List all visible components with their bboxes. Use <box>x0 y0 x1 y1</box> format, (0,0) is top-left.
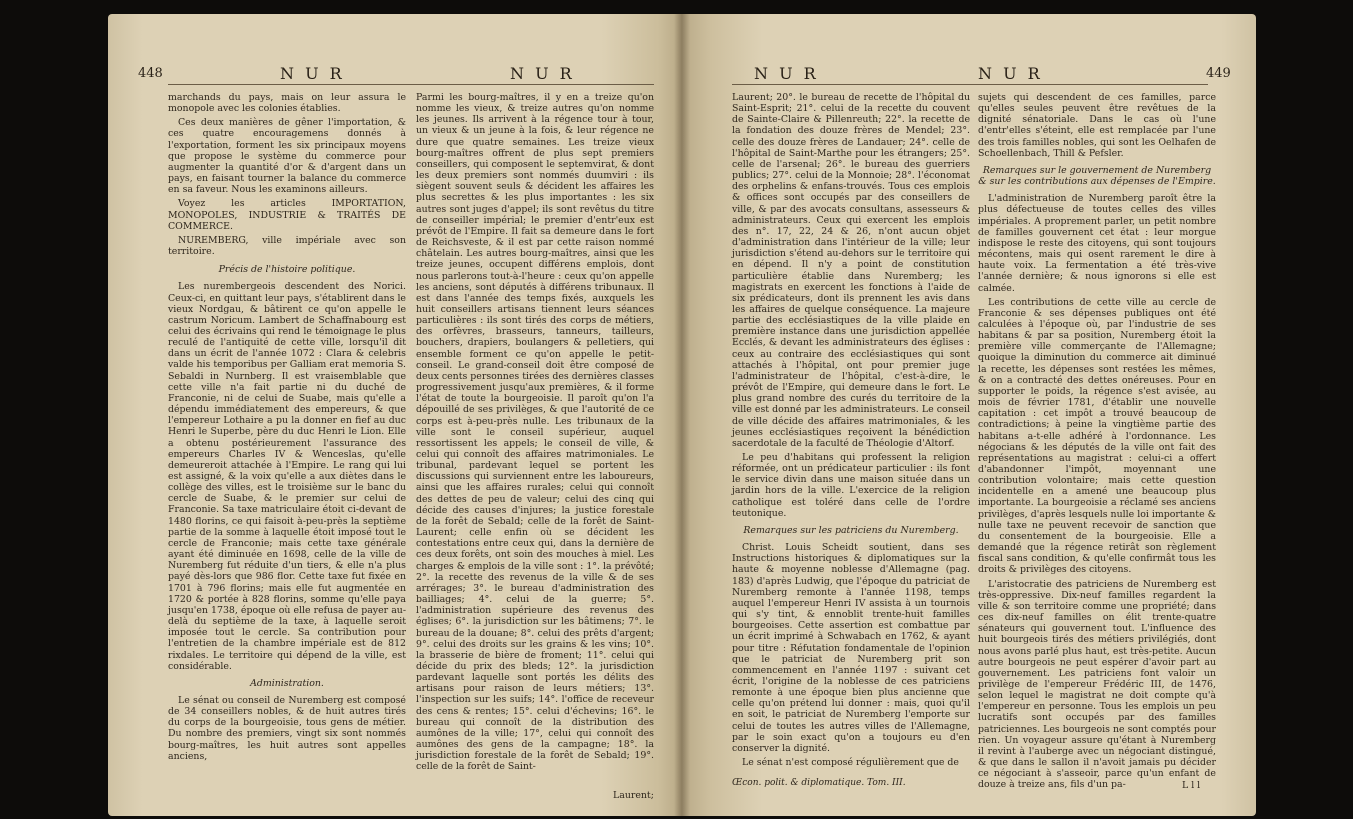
right-page <box>682 14 1256 816</box>
paragraph: Christ. Louis Scheidt soutient, dans ses Instructions historiques & diplomatiques sur la haute & moyenne noblesse d'Allemagne (pag. 183) d'après Ludwig, que l'époque du patriciat de Nuremberg remonte à l'année 1198, temps auquel l'empereur Henri IV assista à un tournois qui s'y tint, & ennoblit trente-huit familles bourgeoises. Cette assertion est combattue par un écrit imprimé à Schwabach en 1762, & ayant pour titre : Réfutation fondamentale de l'opinion que le patriciat de Nuremberg prit son commencement en l'année 1197 : suivant cet écrit, l'origine de la noblesse de ces patriciens remonte à une époque bien plus ancienne que celle qu'on prétend lui donner : mais, quoi qu'il en soit, le patriciat de Nuremberg l'emporte sur celui de toutes les autres villes de l'Allemagne, par le soin exact qu'on a toujours eu d'en conserver la dignité. <box>732 542 970 754</box>
section-heading: Remarques sur les patriciens du Nuremberg. <box>743 524 959 536</box>
section-heading: Administration. <box>250 677 324 689</box>
paragraph: L'aristocratie des patriciens de Nuremberg est très-oppressive. Dix-neuf familles regardent la ville & son territoire comme une propriété; dans ces dix-neuf familles on élit trente-quatre sénateurs qui gouvernent tout. L'influence des huit bourgeois tirés des métiers privilégiés, dont nous avons parlé plus haut, est très-petite. Aucun autre bourgeois ne peut espérer d'avoir part au gouvernement. Les patriciens font valoir un privilège de l'empereur Frédéric III, de 1476, selon lequel le magistrat ne doit compte qu'à l'empereur en personne. Tous les emplois un peu lucratifs sont occupés par des familles patriciennes. Les bourgeois ne sont comptés pour rien. Un voyageur assure qu'étant à Nuremberg il revint à l'auberge avec un négociant distingué, & que dans le sallon il n'avoit jamais pu décider ce négociant à s'asseoir, parce qu'un enfant de douze à treize ans, fils d'un pa- <box>978 578 1216 791</box>
entry-heading: NUREMBERG, ville impériale avec son territoire. <box>168 234 406 258</box>
signature-mark: L l l <box>1182 780 1201 791</box>
paragraph: Parmi les bourg-maîtres, il y en a treize qu'on nomme les vieux, & treize autres qu'on nomme les jeunes. Ils arrivent à la régence tour à tour, un vieux & un jeune à la fois, & leur régence ne dure que quatre semaines. Les treize vieux bourg-maîtres offrent de plus sept premiers conseillers, qui composent le septemvirat, & dont les deux premiers sont nommés duumviri : ils siègent souvent seuls & décident les affaires les plus secrettes & les plus importantes : les six autres sont juges d'appel; ils sont revêtus du titre de conseiller impérial; le premier d'entr'eux est prévôt de l'Empire. Il fait sa demeure dans le fort de Reichsveste, & il est par cette raison nommé châtelain. Les autres bourg-maîtres, ainsi que les treize jeunes, occupent différens emplois, dont nous parlerons tout-à-l'heure : ceux qu'on appelle les anciens, sont députés à différens tribunaux. Il est dans l'année des temps fixés, auxquels les huit conseillers artisans tiennent leurs séances particulières : ils sont tirés des corps de métiers, des orfèvres, brasseurs, tanneurs, tailleurs, bouchers, drapiers, boulangers & pelletiers, qui ensemble forment ce qu'on appelle le petit-conseil. Le grand-conseil doit être composé de deux cents personnes tirées des dernières classes progressivement jusqu'aux premières, & il forme l'état de toute la bourgeoisie. Il paroît qu'on l'a dépouillé de ses privilèges, & que l'autorité de ce corps est à-peu-près nulle. Les tribunaux de la ville sont le conseil supérieur, auquel ressortissent les appels; le conseil de ville, & celui qui connoît des affaires matrimoniales. Le tribunal, pardevant lequel se portent les discussions qui surviennent entre les laboureurs, ainsi que les affaires rurales; celui qui connoît des dettes de peu de valeur; celui des cinq qui décide des causes d'injures; la justice forestale de la forêt de Sebald; celle de la forêt de Saint-Laurent; celle enfin où se décident les contestations entre ceux qui, dans la dernière de ces deux forêts, ont soin des mouches à miel. Les charges & emplois de la ville sont : 1°. la prévôté; 2°. la recette des revenus de la ville & de ses arrérages; 3°. le bureau d'administration des bailliages; 4°. celui de la guerre; 5°. l'administration supérieure des revenus des églises; 6°. la jurisdiction sur les bâtimens; 7°. le bureau de la douane; 8°. celui des prêts d'argent; 9°. celui des droits sur les grains & les vins; 10°. la brasserie de bière de froment; 11°. celui qui décide du prix des bleds; 12°. la jurisdiction pardevant laquelle sont portés les délits des artisans pour raison de leurs métiers; 13°. l'inspection sur les suifs; 14°. l'office de receveur des cens & rentes; 15°. celui d'échevins; 16°. le bureau qui connoît de la distribution des aumônes de la ville; 17°, celui qui connoît des aumônes des gens de la campagne; 18°. la jurisdiction forestale de la forêt de Sebald; 19°. celle de la forêt de Saint- <box>416 92 654 773</box>
paragraph: Le peu d'habitans qui professent la religion réformée, ont un prédicateur particulier : ils font le service divin dans une maison située dans un jardin hors de la ville. L'exercice de la religion catholique est toléré dans celle de l'ordre teutonique. <box>732 452 970 519</box>
volume-footer: Œcon. polit. & diplomatique. Tom. III. <box>732 778 906 788</box>
paragraph: sujets qui descendent de ces familles, parce qu'elles seules peuvent être revêtues de la dignité sénatoriale. Dans le cas où l'une d'entr'elles s'éteint, elle est remplacée par l'une des trois familles nobles, qui sont les Oelhafen de Schoellenbach, Thill & Pefsler. <box>978 92 1216 159</box>
left-column-1 <box>168 92 406 798</box>
page-number-right: 449 <box>1206 66 1231 81</box>
catchword: Laurent; <box>613 790 654 801</box>
paragraph: Ces deux manières de gêner l'importation, & ces quatre encouragemens donnés à l'exportation, forment les six principaux moyens que propose le système du commerce pour augmenter la quantité d'or & d'argent dans un pays, en faisant tourner la balance du commerce en sa faveur. Nous les examinons ailleurs. <box>168 117 406 196</box>
running-title-left-col1: N U R <box>280 64 345 83</box>
running-title-right-col2: N U R <box>978 64 1043 83</box>
section-heading: Précis de l'histoire politique. <box>218 264 356 276</box>
paragraph: Le sénat n'est composé régulièrement que de <box>742 757 959 769</box>
paragraph: Les nurembergeois descendent des Norici. Ceux-ci, en quittant leur pays, s'établirent dans le vieux Nordgau, & bâtirent ce qu'on appelle le castrum Noricum. Lambert de Schaffnabourg est celui des écrivains qui rend le témoignage le plus reculé de l'antiquité de cette ville, lorsqu'il dit dans un écrit de l'année 1072 : Clara & celebris valde his temporibus per Galliam erat memoria S. Sebaldi in Nurnberg. Il est vraisemblable que cette ville n'a fait partie ni du duché de Franconie, ni de celui de Suabe, mais qu'elle a dépendu immédiatement des empereurs, & que l'empereur Lothaire a pu la donner en fief au duc Henri le Superbe, père du duc Henri le Lion. Elle a obtenu postérieurement l'assurance des empereurs Charles IV & Wenceslas, qu'elle demeureroit attachée à l'Empire. Le rang qui lui est assigné, & la voix qu'elle a aux diètes dans le collège des villes, est le troisième sur le banc du cercle de Suabe, & le premier sur celui de Franconie. Sa taxe matriculaire étoit ci-devant de 1480 florins, ce qui faisoit à-peu-près la septième partie de la somme à laquelle étoit imposé tout le cercle de Franconie; mais cette taxe générale ayant été diminuée en 1698, celle de la ville de Nuremberg fut réduite d'un tiers, & elle n'a plus payé dès-lors que 986 flor. Cette taxe fut fixée en 1701 à 796 florins; mais elle fut augmentée en 1720 & portée à 828 florins, somme qu'elle paya jusqu'en 1738, époque où elle refusa de payer au-delà du septième de la taxe, à laquelle seroit imposée tout le cercle. Sa contribution pour l'entretien de la chambre impériale est de 812 rixdales. Le territoire qui dépend de la ville, est considérable. <box>168 281 406 672</box>
left-page <box>108 14 682 816</box>
right-column-1 <box>732 92 970 772</box>
header-rule-left <box>168 84 654 85</box>
page-number-left: 448 <box>138 66 163 81</box>
paragraph: Les contributions de cette ville au cercle de Franconie & ses dépenses publiques ont été calculées à l'époque où, par l'industrie de ses habitans & par sa position, Nuremberg étoit la première ville commerçante de l'Allemagne; quoique la diminution du commerce ait diminué la recette, les dépenses sont restées les mêmes, & on a contracté des dettes onéreuses. Pour en supporter le poids, la régence s'est avisée, au mois de février 1781, d'établir une nouvelle capitation : cet impôt a trouvé beaucoup de contradictions; à peine la vingtième partie des habitans a-t-elle adhéré à l'ordonnance. Les négocians & les députés de la ville ont fait des représentations au magistrat : celui-ci a offert d'abandonner l'impôt, moyennant une contribution volontaire; mais cette question incidentelle en a amené une beaucoup plus importante. La bourgeoisie a réclamé ses anciens privilèges, d'après lesquels nulle loi importante & nulle taxe ne peuvent recevoir de sanction que du consentement de la bourgeoisie. Elle a demandé que la régence retirât son règlement fiscal sans condition, & qu'elle confirmât tous les droits & privilèges des citoyens. <box>978 296 1216 576</box>
section-heading: Remarques sur le gouvernement de Nuremberg & sur les contributions aux dépenses de l'Empire. <box>978 164 1216 188</box>
paragraph: L'administration de Nuremberg paroît être la plus défectueuse de toutes celles des villes impériales. A proprement parler, un petit nombre de familles gouvernent cet état : leur morgue indispose le reste des citoyens, qui sont toujours mécontens, mais qui osent rarement le dire à haute voix. La fermentation a été très-vive l'année dernière; & nous ignorons si elle est calmée. <box>978 193 1216 294</box>
header-rule-right <box>732 84 1208 85</box>
running-title-right-col1: N U R <box>754 64 819 83</box>
book-gutter <box>674 14 690 816</box>
left-column-2 <box>416 92 654 786</box>
open-book <box>108 14 1256 816</box>
running-title-left-col2: N U R <box>510 64 575 83</box>
paragraph: Laurent; 20°. le bureau de recette de l'hôpital du Saint-Esprit; 21°. celui de la recette du couvent de Sainte-Claire & Pillenreuth; 22°. la recette de la fondation des douze frères de Mendel; 23°. celle des douze frères de Landauer; 24°. celle de l'hôpital de Saint-Marthe pour les étrangers; 25°. celle de l'arsenal; 26°. le bureau des guerriers publics; 27°. celui de la Monnoie; 28°. l'économat des orphelins & enfans-trouvés. Tous ces emplois & offices sont occupés par des conseillers de ville, & par des avocats consultans, assesseurs & administrateurs. Ceux qui exercent les emplois des n°. 17, 22, 24 & 26, n'ont aucun objet d'administration dans l'intérieur de la ville; leur jurisdiction s'étend au-dehors sur le territoire qui en dépend. Il n'y a point de constitution particulière établie dans Nuremberg; les magistrats en exercent les fonctions à l'aide de six prédicateurs, dont ils prennent les avis dans les affaires de quelque conséquence. La majeure partie des ecclésiastiques de la ville plaide en première instance dans une jurisdiction appellée Ecclés, & devant les administrateurs des églises : ceux au contraire des ecclésiastiques qui sont attachés à l'hôpital, ont pour premier juge l'administrateur de l'hôpital, c'est-à-dire, le prévôt de l'Empire, qui demeure dans le fort. Le plus grand nombre des curés du territoire de la ville est donné par les administrateurs. Le conseil de ville décide des affaires matrimoniales, & les jeunes ecclésiastiques reçoivent la bénédiction sacerdotale de la faculté de Théologie d'Altorf. <box>732 92 970 449</box>
paragraph: Voyez les articles IMPORTATION, MONOPOLES, INDUSTRIE & TRAITÉS DE COMMERCE. <box>168 198 406 232</box>
paragraph: marchands du pays, mais on leur assura le monopole avec les colonies établies. <box>168 92 406 115</box>
paragraph: Le sénat ou conseil de Nuremberg est composé de 34 conseillers nobles, & de huit autres tirés du corps de la bourgeoisie, tous gens de métier. Du nombre des premiers, vingt six sont nommés bourg-maîtres, les huit autres sont appelles anciens, <box>168 694 406 762</box>
